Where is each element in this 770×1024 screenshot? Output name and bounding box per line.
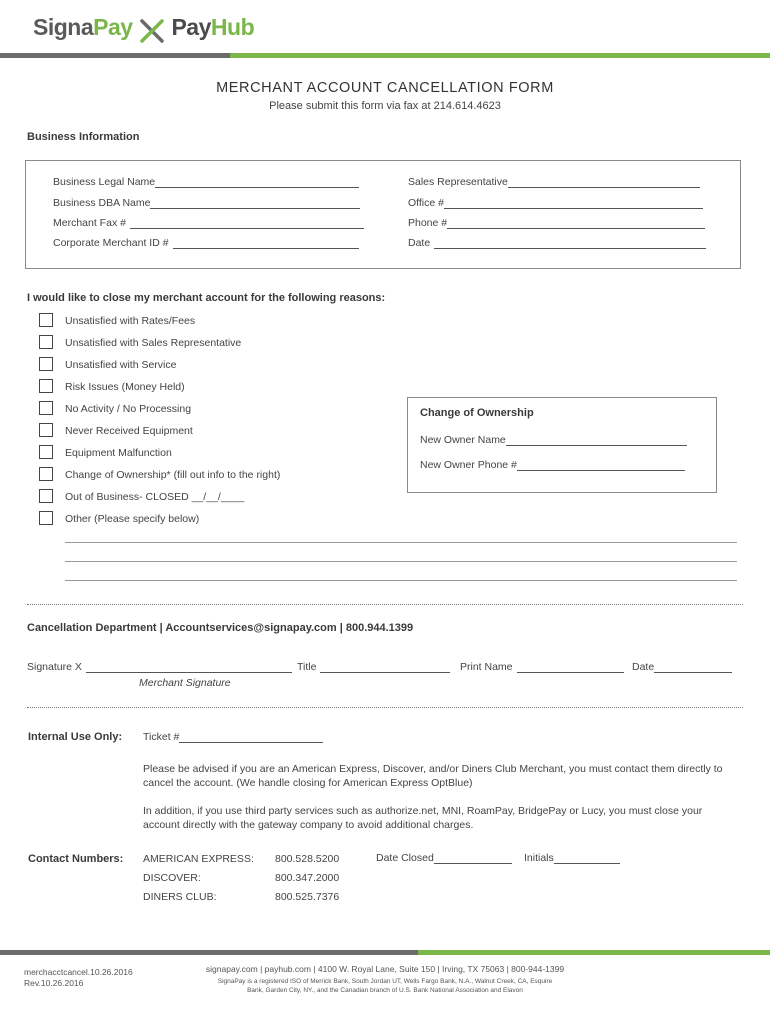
field-label: Merchant Fax # [53, 217, 126, 229]
merchant-signature-caption: Merchant Signature [139, 677, 231, 689]
reason-label: Out of Business- CLOSED __/__/____ [65, 491, 245, 503]
reason-label: No Activity / No Processing [65, 403, 192, 415]
header-bar-gray [0, 53, 230, 58]
contact-phone-diners: 800.525.7376 [275, 891, 340, 903]
contact-phone-discover: 800.347.2000 [275, 872, 340, 884]
field-business-dba-name[interactable] [53, 197, 360, 209]
form-subtitle: Please submit this form via fax at 214.614.4623 [269, 100, 501, 112]
field-office[interactable] [408, 197, 703, 209]
field-new-owner-name[interactable] [420, 434, 687, 446]
footer-bar-gray [0, 950, 418, 955]
reason-checkbox[interactable] [39, 445, 53, 459]
reasons-heading: I would like to close my merchant account for the following reasons: [27, 292, 386, 304]
form-code: merchacctcancel.10.26.2016 [24, 967, 133, 977]
contact-phone-amex: 800.528.5200 [275, 853, 340, 865]
field-label: Corporate Merchant ID # [53, 237, 169, 249]
specify-line-1[interactable] [65, 542, 737, 543]
field-label: Ticket # [143, 731, 180, 743]
reason-label: Unsatisfied with Service [65, 359, 177, 371]
reason-checkbox[interactable] [39, 357, 53, 371]
field-initials[interactable] [524, 852, 620, 864]
reason-checkbox[interactable] [39, 467, 53, 481]
divider-dotted-2 [27, 707, 743, 708]
reason-label: Risk Issues (Money Held) [65, 381, 185, 393]
logo-text-pay: Pay [93, 14, 133, 40]
reason-label: Unsatisfied with Sales Representative [65, 337, 242, 349]
field-title[interactable] [297, 661, 450, 673]
contact-name-discover: DISCOVER: [143, 872, 201, 884]
logo-x-icon [139, 18, 165, 44]
field-label: Date Closed [376, 852, 434, 864]
reason-checkbox[interactable] [39, 335, 53, 349]
divider-dotted-1 [27, 604, 743, 605]
contact-name-diners: DINERS CLUB: [143, 891, 217, 903]
field-signature[interactable] [27, 661, 292, 673]
footer-legal-1: SignaPay is a registered ISO of Merrick Bank, South Jordan UT, Wells Fargo Bank, N.A., Walnut Creek, CA, Esquire [217, 978, 553, 985]
field-label: New Owner Phone # [420, 459, 517, 471]
footer-address: signapay.com | payhub.com | 4100 W. Royal Lane, Suite 150 | Irving, TX 75063 | 800-944-1399 [205, 964, 565, 974]
contact-name-amex: AMERICAN EXPRESS: [143, 853, 254, 865]
reason-checkbox[interactable] [39, 401, 53, 415]
field-label: Business DBA Name [53, 197, 151, 209]
field-label: Sales Representative [408, 176, 508, 188]
field-label: Date [408, 237, 431, 249]
advice-paragraph-1: Please be advised if you are an American Express, Discover, and/or Diners Club Merchant, you must contact them directly to cancel the account. (We handle closing for American Express OptBlue) [143, 763, 723, 789]
footer-bar-green [418, 950, 770, 955]
internal-use-heading: Internal Use Only: [28, 731, 123, 743]
reason-label: Unsatisfied with Rates/Fees [65, 315, 196, 327]
field-signature-date[interactable] [632, 661, 732, 673]
field-ticket[interactable] [143, 731, 323, 743]
ownership-heading: Change of Ownership [420, 407, 534, 419]
specify-line-2[interactable] [65, 561, 737, 562]
reason-label: Never Received Equipment [65, 425, 193, 437]
advice-paragraph-2: In addition, if you use third party services such as authorize.net, MNI, RoamPay, BridgePay or Lucy, you must close your account directly with the gateway company to avoid additional charges. [143, 805, 703, 831]
field-label: Initials [524, 852, 554, 864]
reason-label: Change of Ownership* (fill out info to the right) [65, 469, 281, 481]
cancellation-contact: Cancellation Department | Accountservices@signapay.com | 800.944.1399 [27, 622, 414, 634]
business-info-heading: Business Information [27, 131, 140, 143]
field-label: New Owner Name [420, 434, 506, 446]
reason-label: Other (Please specify below) [65, 513, 200, 525]
field-label: Business Legal Name [53, 176, 156, 188]
reason-checkbox[interactable] [39, 423, 53, 437]
field-label: Title [297, 661, 317, 673]
reason-checkbox[interactable] [39, 379, 53, 393]
field-business-legal-name[interactable] [53, 176, 359, 188]
field-label: Print Name [460, 661, 513, 673]
field-merchant-fax[interactable] [53, 217, 364, 229]
form-title: MERCHANT ACCOUNT CANCELLATION FORM [216, 80, 554, 96]
reason-checkbox[interactable] [39, 511, 53, 525]
field-label: Phone # [408, 217, 448, 229]
header-bar-green [230, 53, 770, 58]
logo-text-signa: Signa [33, 14, 94, 40]
reason-checkbox[interactable] [39, 313, 53, 327]
reason-label: Equipment Malfunction [65, 447, 172, 459]
field-date[interactable] [408, 237, 706, 249]
field-sales-representative[interactable] [408, 176, 700, 188]
specify-line-3[interactable] [65, 580, 737, 581]
form-revision: Rev.10.26.2016 [24, 978, 84, 988]
field-print-name[interactable] [460, 661, 624, 673]
logo-text-payhub-pay: Pay [171, 14, 211, 40]
logo [33, 14, 254, 54]
footer-legal-2: Bank, Garden City, NY., and the Canadian branch of U.S. Bank National Association and Elavon [247, 987, 523, 994]
field-new-owner-phone[interactable] [420, 459, 685, 471]
contact-numbers-heading: Contact Numbers: [28, 853, 124, 865]
logo-text-hub: Hub [210, 14, 255, 40]
field-corporate-merchant-id[interactable] [53, 237, 359, 249]
field-phone[interactable] [408, 217, 705, 229]
field-label: Signature X [27, 661, 82, 673]
field-label: Date [632, 661, 655, 673]
reason-checkbox[interactable] [39, 489, 53, 503]
field-label: Office # [408, 197, 444, 209]
field-date-closed[interactable] [376, 852, 512, 864]
